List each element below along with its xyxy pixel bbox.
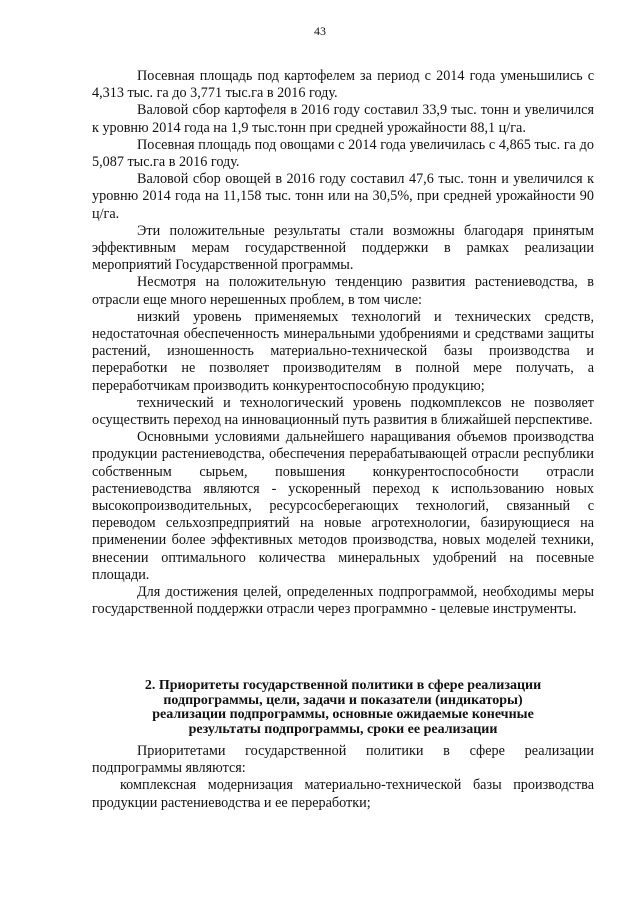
paragraph: технический и технологический уровень подкомплексов не позволяет осуществить переход на инновационный путь развития в ближайшей перспективе.: [92, 394, 594, 429]
list-item: комплексная модернизация материально-технической базы производства продукции растениеводства и ее переработки;: [92, 777, 594, 811]
section-heading-line: результаты подпрограммы, сроки ее реализации: [188, 721, 498, 737]
section-heading-line: подпрограммы, цели, задачи и показатели (индикаторы): [163, 692, 523, 708]
paragraph: Приоритетами государственной политики в сфере реализации подпрограммы являются:: [92, 743, 594, 777]
paragraph: Валовой сбор овощей в 2016 году составил 47,6 тыс. тонн и увеличился к уровню 2014 года на 11,158 тыс. тонн или на 30,5%, при средней урожайности 90 ц/га.: [92, 171, 594, 222]
section-heading-line: реализации подпрограммы, основные ожидаемые конечные: [152, 707, 534, 723]
section-heading: [92, 679, 594, 737]
paragraph: Эти положительные результаты стали возможны благодаря принятым эффективным мерам государственной поддержки в рамках реализации мероприятий Государственной программы.: [92, 222, 594, 274]
paragraph: низкий уровень применяемых технологий и технических средств, недостаточная обеспеченность минеральными удобрениями и средствами защиты растений, изношенность материально-технической базы производства и переработки не позволяет производителям в полной мере получать, а переработчикам производить конкурентоспособную продукцию;: [92, 308, 594, 394]
paragraph: Основными условиями дальнейшего наращивания объемов производства продукции растениеводства, обеспечения перерабатывающей отрасли республики собственным сырьем, повышения конкурентоспособности отрасли растениеводства являются - ускоренный переход к использованию новых высокопроизводительных, ресурсосберегающих технологий, связанный с переводом сельхозпредприятий на новые агротехнологии, базирующиеся на применении более эффективных методов производства, новых моделей техники, внесении оптимального количества минеральных удобрений на посевные площади.: [92, 429, 594, 583]
section-body-text: [92, 743, 594, 812]
paragraph: Для достижения целей, определенных подпрограммой, необходимы меры государственной поддержки отрасли через программно - целевые инструменты.: [92, 584, 594, 618]
section-heading-line: 2. Приоритеты государственной политики в сфере реализации: [144, 678, 542, 693]
body-text: [92, 68, 594, 619]
paragraph: Несмотря на положительную тенденцию развития растениеводства, в отрасли еще много нерешенных проблем, в том числе:: [92, 274, 594, 308]
page-number: 43: [314, 24, 326, 38]
paragraph: Посевная площадь под картофелем за период с 2014 года уменьшились с 4,313 тыс. га до 3,771 тыс.га в 2016 году.: [92, 68, 594, 102]
paragraph: Валовой сбор картофеля в 2016 году составил 33,9 тыс. тонн и увеличился к уровню 2014 года на 1,9 тыс.тонн при средней урожайности 88,1 ц/га.: [92, 102, 594, 136]
paragraph: Посевная площадь под овощами с 2014 года увеличилась с 4,865 тыс. га до 5,087 тыс.га в 2016 году.: [92, 136, 594, 171]
